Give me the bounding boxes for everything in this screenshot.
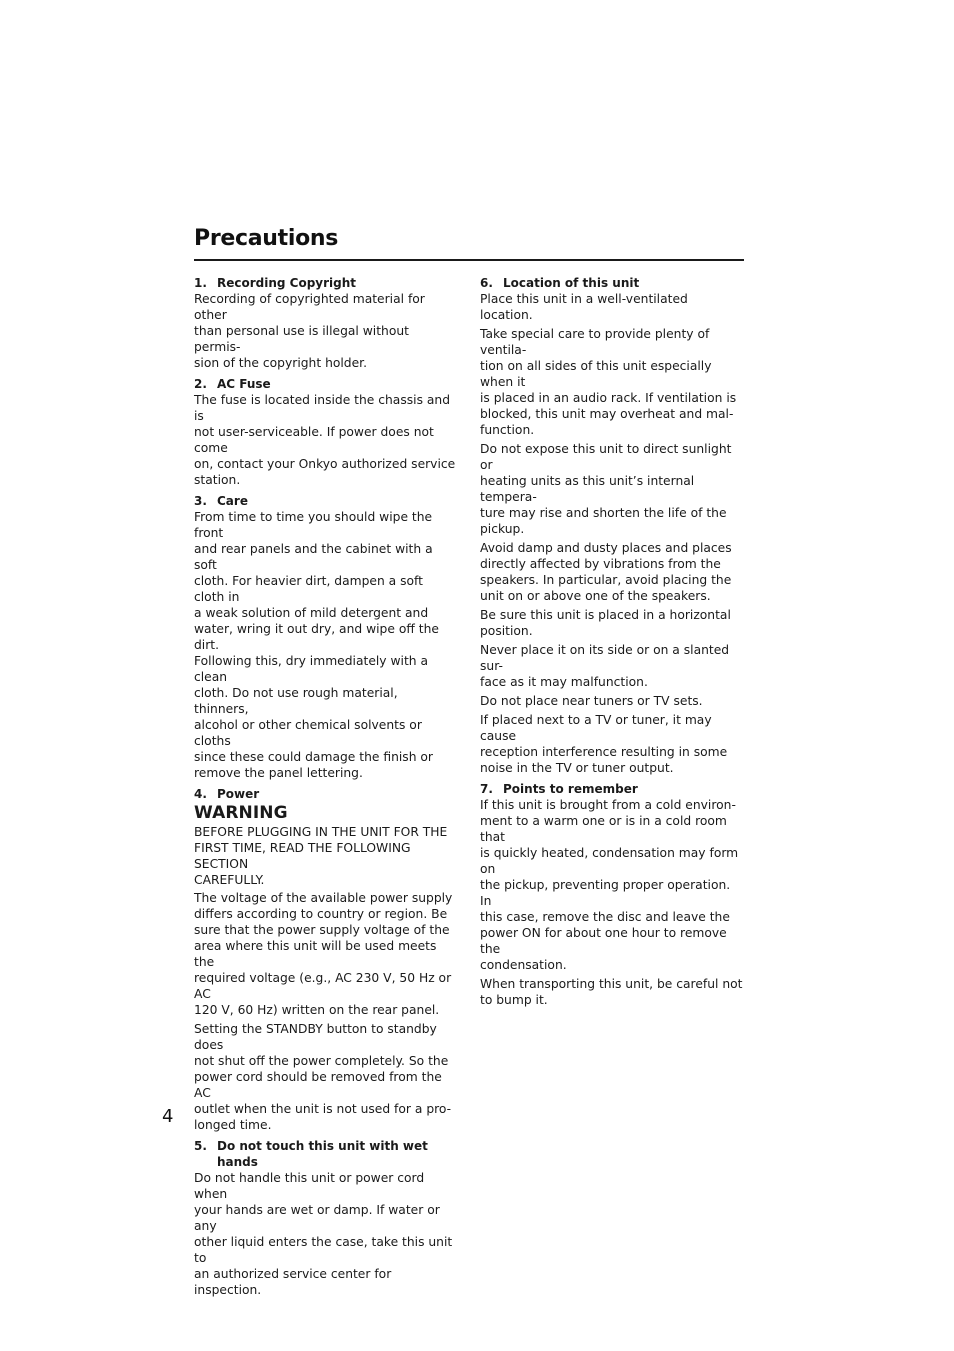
right-column [480,275,744,1013]
section-recording-copyright [194,275,456,371]
section-paragraph: Recording of copyrighted material for other than personal use is illegal without permis- sion of the copyright holder. [194,292,425,370]
section-paragraph: From time to time you should wipe the front and rear panels and the cabinet with a soft cloth. For heavier dirt, dampen a soft cloth in a weak solution of mild detergent and water, wring it out dry, and wipe off the dirt. Following this, dry immediately with a clean cloth. Do not use rough material, thinners, alcohol or other chemical solvents or cloths since these could damage the finish or remove the panel lettering. [194,510,439,780]
section-paragraph: Do not handle this unit or power cord when your hands are wet or damp. If water or any other liquid enters the case, take this unit to an authorized service center for inspection. [194,1171,453,1297]
section-power [194,786,456,1133]
section-number: 7. [480,782,493,796]
section-paragraph: Take special care to provide plenty of ventila- tion on all sides of this unit especially when it is placed in an audio rack. If ventilation is blocked, this unit may overheat and mal- function. [480,327,737,437]
section-paragraph: Do not place near tuners or TV sets. [480,694,703,708]
section-heading [480,275,744,291]
page-title: Precautions [194,226,339,251]
section-paragraph: If placed next to a TV or tuner, it may cause reception interference resulting in some noise in the TV or tuner output. [480,713,728,775]
section-heading [480,781,744,797]
section-heading [194,1138,456,1170]
section-number: 1. [194,276,207,290]
section-paragraph: When transporting this unit, be careful not to bump it. [480,977,743,1007]
page-number: 4 [162,1106,174,1127]
section-title: Recording Copyright [217,276,357,290]
section-paragraph: Place this unit in a well-ventilated location. [480,292,688,322]
title-divider [194,259,744,261]
section-paragraph: The fuse is located inside the chassis and is not user-serviceable. If power does not come on, contact your Onkyo authorized service station. [194,393,456,487]
section-wet-hands [194,1138,456,1298]
section-paragraph: Be sure this unit is placed in a horizontal position. [480,608,731,638]
section-title: AC Fuse [217,377,271,391]
section-points-to-remember [480,781,744,1008]
section-title: Power [217,787,260,801]
section-number: 2. [194,377,207,391]
left-column [194,275,456,1303]
section-number: 5. [194,1139,207,1153]
section-heading [194,786,456,802]
section-location [480,275,744,776]
section-heading [194,493,456,509]
warning-heading: WARNING [194,803,288,823]
warning-caps-text: BEFORE PLUGGING IN THE UNIT FOR THE FIRST TIME, READ THE FOLLOWING SECTION CAREFULLY. [194,825,448,887]
section-care [194,493,456,781]
section-number: 3. [194,494,207,508]
section-paragraph: The voltage of the available power supply differs according to country or region. Be sure that the power supply voltage of the area where this unit will be used meets the required voltage (e.g., AC 230 V, 50 Hz or AC 120 V, 60 Hz) written on the rear panel. [194,891,453,1017]
section-title: Do not touch this unit with wet hands [217,1139,428,1169]
section-title: Location of this unit [503,276,640,290]
section-title: Care [217,494,248,508]
section-paragraph: If this unit is brought from a cold environ- ment to a warm one or is in a cold room that is quickly heated, condensation may form on the pickup, preventing proper operation. In this case, remove the disc and leave the power ON for about one hour to remove the condensation. [480,798,739,972]
section-paragraph: Setting the STANDBY button to standby does not shut off the power completely. So the power cord should be removed from the AC outlet when the unit is not used for a pro- longed time. [194,1022,452,1132]
section-paragraph: Never place it on its side or on a slanted sur- face as it may malfunction. [480,643,730,689]
section-paragraph: Avoid damp and dusty places and places directly affected by vibrations from the speakers. In particular, avoid placing the unit on or above one of the speakers. [480,541,732,603]
section-paragraph: Do not expose this unit to direct sunlight or heating units as this unit’s internal tempera- ture may rise and shorten the life of the pickup. [480,442,732,536]
section-heading [194,275,456,291]
section-ac-fuse [194,376,456,488]
section-heading [194,376,456,392]
section-title: Points to remember [503,782,638,796]
section-number: 4. [194,787,207,801]
section-number: 6. [480,276,493,290]
